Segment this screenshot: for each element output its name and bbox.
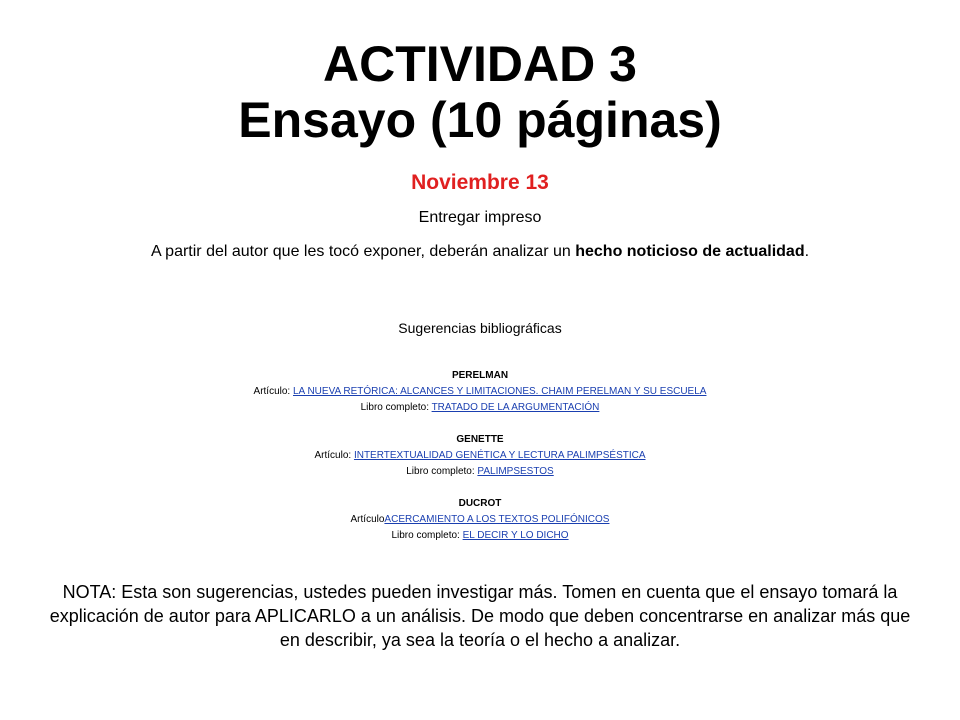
entry-type-label: Libro completo: (391, 530, 463, 541)
title-line-2: Ensayo (10 páginas) (238, 92, 722, 148)
slide-title (0, 36, 960, 148)
bibliography-row (0, 400, 960, 416)
book-link[interactable]: PALIMPSESTOS (477, 466, 554, 477)
author-name: PERELMAN (451, 370, 509, 381)
bibliography-row (0, 464, 960, 480)
instructions-text: A partir del autor que les tocó exponer, deberán analizar un (150, 243, 576, 260)
spacer (0, 416, 960, 432)
bibliography-row (0, 512, 960, 528)
article-link[interactable]: LA NUEVA RETÓRICA: ALCANCES Y LIMITACIONES. CHAIM PERELMAN Y SU ESCUELA (293, 386, 707, 397)
entry-type-label: Libro completo: (360, 402, 432, 413)
entry-type-label: Artículo: (253, 386, 293, 397)
instructions-end: . (804, 243, 810, 260)
title-line-1: ACTIVIDAD 3 (323, 36, 637, 92)
due-date: Noviembre 13 (411, 171, 549, 194)
bibliography-row (0, 384, 960, 400)
bibliography-row (0, 528, 960, 544)
instructions-emphasis: hecho noticioso de actualidad (575, 243, 805, 260)
assignment-instructions (90, 240, 870, 264)
spacer (0, 480, 960, 496)
book-link[interactable]: EL DECIR Y LO DICHO (462, 530, 569, 541)
entry-type-label: Libro completo: (406, 466, 478, 477)
bibliography-heading: Sugerencias bibliográficas (398, 320, 562, 336)
book-link[interactable]: TRATADO DE LA ARGUMENTACIÓN (431, 402, 600, 413)
entry-type-label: Artículo (350, 514, 385, 525)
note-paragraph: NOTA: Esta son sugerencias, ustedes pueden investigar más. Tomen en cuenta que el ensayo tomará la explicación de autor para APLICARLO a un análisis. De modo que deben concentrarse en analizar más que en describir, ya sea la teoría o el hecho a analizar. (49, 582, 911, 650)
article-link[interactable]: ACERCAMIENTO A LOS TEXTOS POLIFÓNICOS (384, 514, 610, 525)
entry-type-label: Artículo: (314, 450, 354, 461)
author-name: DUCROT (458, 498, 502, 509)
delivery-instruction: Entregar impreso (418, 209, 542, 226)
bibliography-row (0, 448, 960, 464)
bibliography-list (0, 368, 960, 544)
author-name: GENETTE (456, 434, 504, 445)
article-link[interactable]: INTERTEXTUALIDAD GENÉTICA Y LECTURA PALIMPSÉSTICA (353, 450, 646, 461)
